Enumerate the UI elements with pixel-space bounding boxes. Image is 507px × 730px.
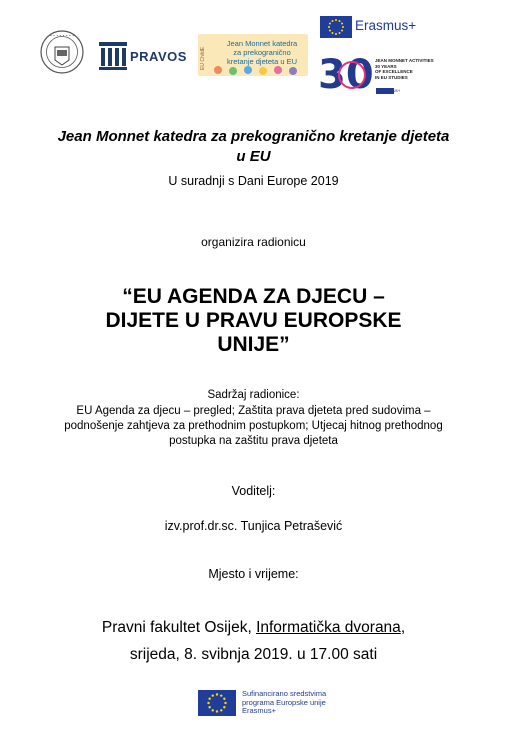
eu-star [332,32,334,34]
cofinancing-text [242,690,326,716]
jm-banner-line-3: kretanje djeteta u EU [226,57,298,66]
erasmus-30-numeral: 30 [318,52,374,98]
jm-activities-line-1: JEAN MONNET ACTIVITIES [375,58,434,63]
eu-star [208,698,210,700]
footer-line-1: Sufinancirano sredstvima [242,689,327,698]
eu-star [335,19,337,21]
jm-activities-text [375,58,445,80]
jm-banner-side-label: EU ChildE [200,46,206,70]
eu-star [339,20,341,22]
workshop-headline [0,285,507,357]
eu-star [207,702,209,704]
organizes-text: organizira radionicu [201,235,306,249]
headline-line-1: “EU AGENDA ZA DJECU – [122,285,385,308]
jm-activities-line-3: OF EXCELLENCE [375,69,413,74]
eu-star [328,26,330,28]
erasmus-label: Erasmus+ [355,18,417,33]
erasmus-small-label: Erasmus+ [380,88,401,93]
pravos-label: PRAVOS [130,49,187,64]
eu-star [332,20,334,22]
eu-star [341,23,343,25]
eu-star [329,30,331,32]
eu-star [208,706,210,708]
eu-flag-footer-icon [198,690,236,716]
eu-star [220,694,222,696]
university-seal-logo [40,30,84,74]
eu-star [220,709,222,711]
headline-line-2: DIJETE U PRAVU EUROPSKE [105,309,402,332]
jm-banner-line-2: za prekogranično [233,48,291,57]
content-description: EU Agenda za djecu – pregled; Zaštita prava djeteta pred sudovima – podnošenje zahtjeva za prethodnim postupkom; Utjecaj hitnog prethodnog postupka na zaštitu prava djeteta [64,405,443,447]
place-line [0,619,507,637]
jm-activities-line-2: 30 YEARS [375,63,397,69]
eu-star [341,30,343,32]
eu-star [223,706,225,708]
eu-star [339,32,341,34]
svg-text:• • • • • • • •: • • • • • • • • [49,34,75,38]
eu-star [223,698,225,700]
eu-star [216,693,218,695]
leader-name: izv.prof.dr.sc. Tunjica Petrašević [164,519,343,533]
eu-star [224,702,226,704]
title-line-1: Jean Monnet katedra za prekogranično kretanje djeteta [57,128,450,145]
subtitle: U suradnji s Dani Europe 2019 [168,174,339,188]
jean-monnet-banner [198,34,308,76]
content-label: Sadržaj radionice: [207,389,300,401]
date-time-line: srijeda, 8. svibnja 2019. u 17.00 sati [129,646,378,663]
place-faculty: Pravni fakultet Osijek, [101,619,257,636]
children-illustration [198,64,308,76]
page-title [0,127,507,167]
eu-star [342,26,344,28]
leader-label: Voditelj: [231,484,276,498]
jm-banner-line-1: Jean Monnet katedra [226,39,298,48]
eu-flag-icon [320,16,352,38]
headline-line-3: UNIJE” [217,333,290,356]
footer-line-3: Erasmus+ [242,706,276,715]
eu-star [212,694,214,696]
place-time-label: Mjesto i vrijeme: [208,567,299,581]
title-line-2: u EU [236,148,271,165]
place-comma: , [400,619,406,636]
eu-star [335,33,337,35]
footer-line-2: programa Europske unije [242,697,326,707]
place-room: Informatička dvorana [256,619,401,636]
eu-star [216,710,218,712]
jm-activities-line-4: IN EU STUDIES [375,74,408,80]
eu-star [329,23,331,25]
eu-star [212,709,214,711]
